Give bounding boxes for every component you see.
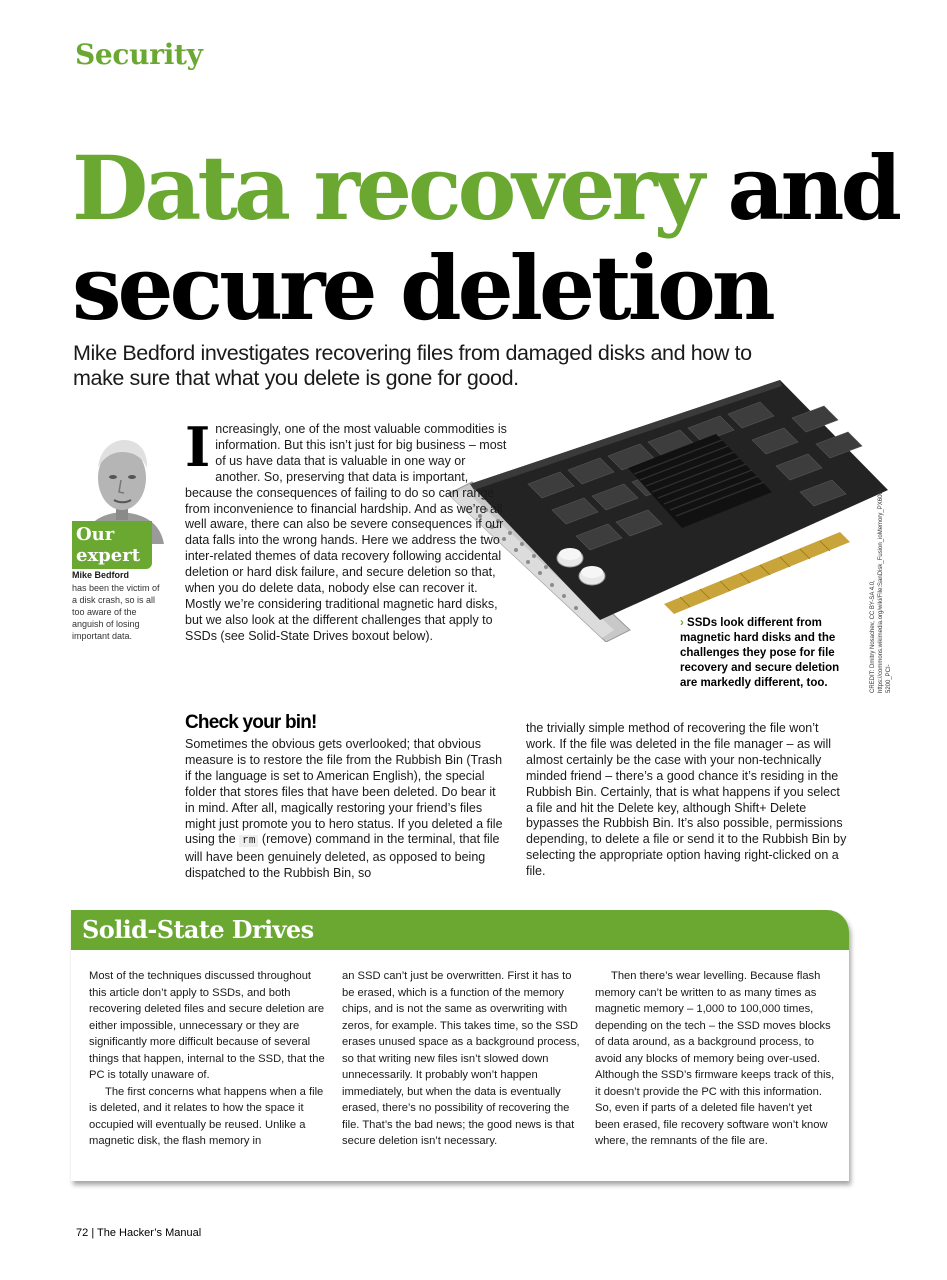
boxout-col3-text: Then there’s wear levelling. Because flash memory can’t be written to as many times as magnetic memory – 1,000 to 100,000 times, depending on the tech – the SSD moves blocks of data around, as a background process, to avoid any blocks of memory being over-used. Although the SSD’s firmware keeps track of this, it doesn’t provide the PC with this information. So, even if parts of a deleted file haven’t yet been erased, file recovery software won’t know where, the remnants of the file are. (595, 970, 835, 1147)
headline-black-2: secure deletion (72, 236, 772, 340)
boxout-col1-p1: Most of the techniques discussed throughout this article don’t apply to SSDs, and both recovering deleted files and secure deletion are either impossible, unnecessary or they are significantly more difficult because of several things that happen, internal to the SSD, that the PC is totally unaware of. (89, 970, 325, 1081)
headline-green: Data recovery (72, 136, 701, 240)
footer-separator: | (91, 1227, 95, 1239)
page-number: 72 (76, 1227, 89, 1239)
check-bin-col1-before: Sometimes the obvious gets overlooked; that obvious measure is to restore the file from the Rubbish Bin (Trash if the language is set to American English), the special folder that stores files that have been deleted. Do bear it in mind. After all, magically restoring your friend’s files might just promote you to hero status. If you deleted a file using the (185, 737, 503, 847)
intro-text: ncreasingly, one of the most valuable commodities is information. But this isn’t just for big business – most of us have data that is valuable in one way or another. So, preserving that data is important, because the consequences of failing to do so can range from inconvenience to financial hardship. And as we’re all well aware, there can also be severe consequences if our data falls into the wrong hands. Here we address the two inter-related themes of data recovery following accidental deletion or hard disk failure, and secure deletion so that, when you do delete data, nobody else can recover it. Mostly we’re considering traditional magnetic hard disks, but we also look at the different challenges that apply to SSDs (see Solid-State Drives boxout below). (185, 422, 507, 643)
section-label: Security (75, 38, 203, 71)
boxout-title: Solid-State Drives (82, 915, 314, 944)
intro-dropcap: I (185, 415, 211, 479)
boxout-column-3 (595, 968, 835, 1150)
caption-chevron-icon: › (680, 617, 684, 629)
boxout-col1-p2: The first concerns what happens when a file is deleted, and it relates to how the space it occupied will eventually be reused. Unlike a magnetic disk, the flash memory in (89, 1085, 324, 1147)
headline-black-1: and (727, 136, 899, 240)
image-caption (680, 616, 845, 691)
expert-tag-line1: Our (76, 524, 115, 545)
publication-name: The Hacker’s Manual (97, 1227, 202, 1239)
check-bin-col1-after: (remove) command in the terminal, that file will have been genuinely deleted, as opposed to being dispatched to the Rubbish Bin, so (185, 832, 500, 881)
our-expert-tag (72, 521, 152, 569)
page-footer (76, 1227, 201, 1239)
caption-text: SSDs look different from magnetic hard disks and the challenges they pose for file recovery and secure deletion are markedly different, too. (680, 617, 840, 689)
boxout-col2-text: an SSD can’t just be overwritten. First it has to be erased, which is a function of the memory chips, and is not the same as overwriting with zeros, for example. This takes time, so the SSD erases unused space as a background process, so that writing new files isn’t slowed down unnecessarily. It probably won’t happen immediately, but when the data is eventually erased, there’s no possibility of recovering the file. That’s the bad news; the good news is that secure deletion isn’t necessary. (342, 970, 580, 1147)
article-headline (72, 138, 932, 338)
expert-name: Mike Bedford (72, 570, 130, 580)
check-bin-column-1 (185, 737, 503, 882)
expert-bio: has been the victim of a disk crash, so is all too aware of the anguish of losing important data. (72, 583, 160, 641)
boxout-header (71, 910, 849, 950)
check-bin-column-2: the trivially simple method of recovering the file won’t work. If the file was deleted in the file manager – as will almost certainly be the case with your non-technically minded friend – there’s a good chance it’s residing in the Rubbish Bin. Certainly, that is what happens if you select a file and hit the Delete key, although Shift+ Delete bypasses the Rubbish Bin. It’s also possible, permissions depending, to delete a file or send it to the Rubbish Bin by selecting the appropriate option having right-clicked on a file. (526, 721, 847, 879)
expert-tag-line2: expert (76, 545, 141, 566)
intro-paragraph (185, 415, 507, 645)
ssd-boxout (71, 910, 849, 1181)
rm-command: rm (239, 835, 258, 847)
image-credit: CREDIT: Dmitry Nosachev, CC BY-SA 4.0, https://commons.wikimedia.org/wiki/File:SanDisk_Fusion_ioMemory_PX600-5200_PCI- (870, 489, 892, 693)
check-bin-heading: Check your bin! (185, 712, 317, 733)
standfirst: Mike Bedford investigates recovering files from damaged disks and how to make sure that what you delete is gone for good. (73, 341, 752, 390)
boxout-column-2 (342, 968, 580, 1150)
boxout-column-1 (89, 968, 327, 1150)
